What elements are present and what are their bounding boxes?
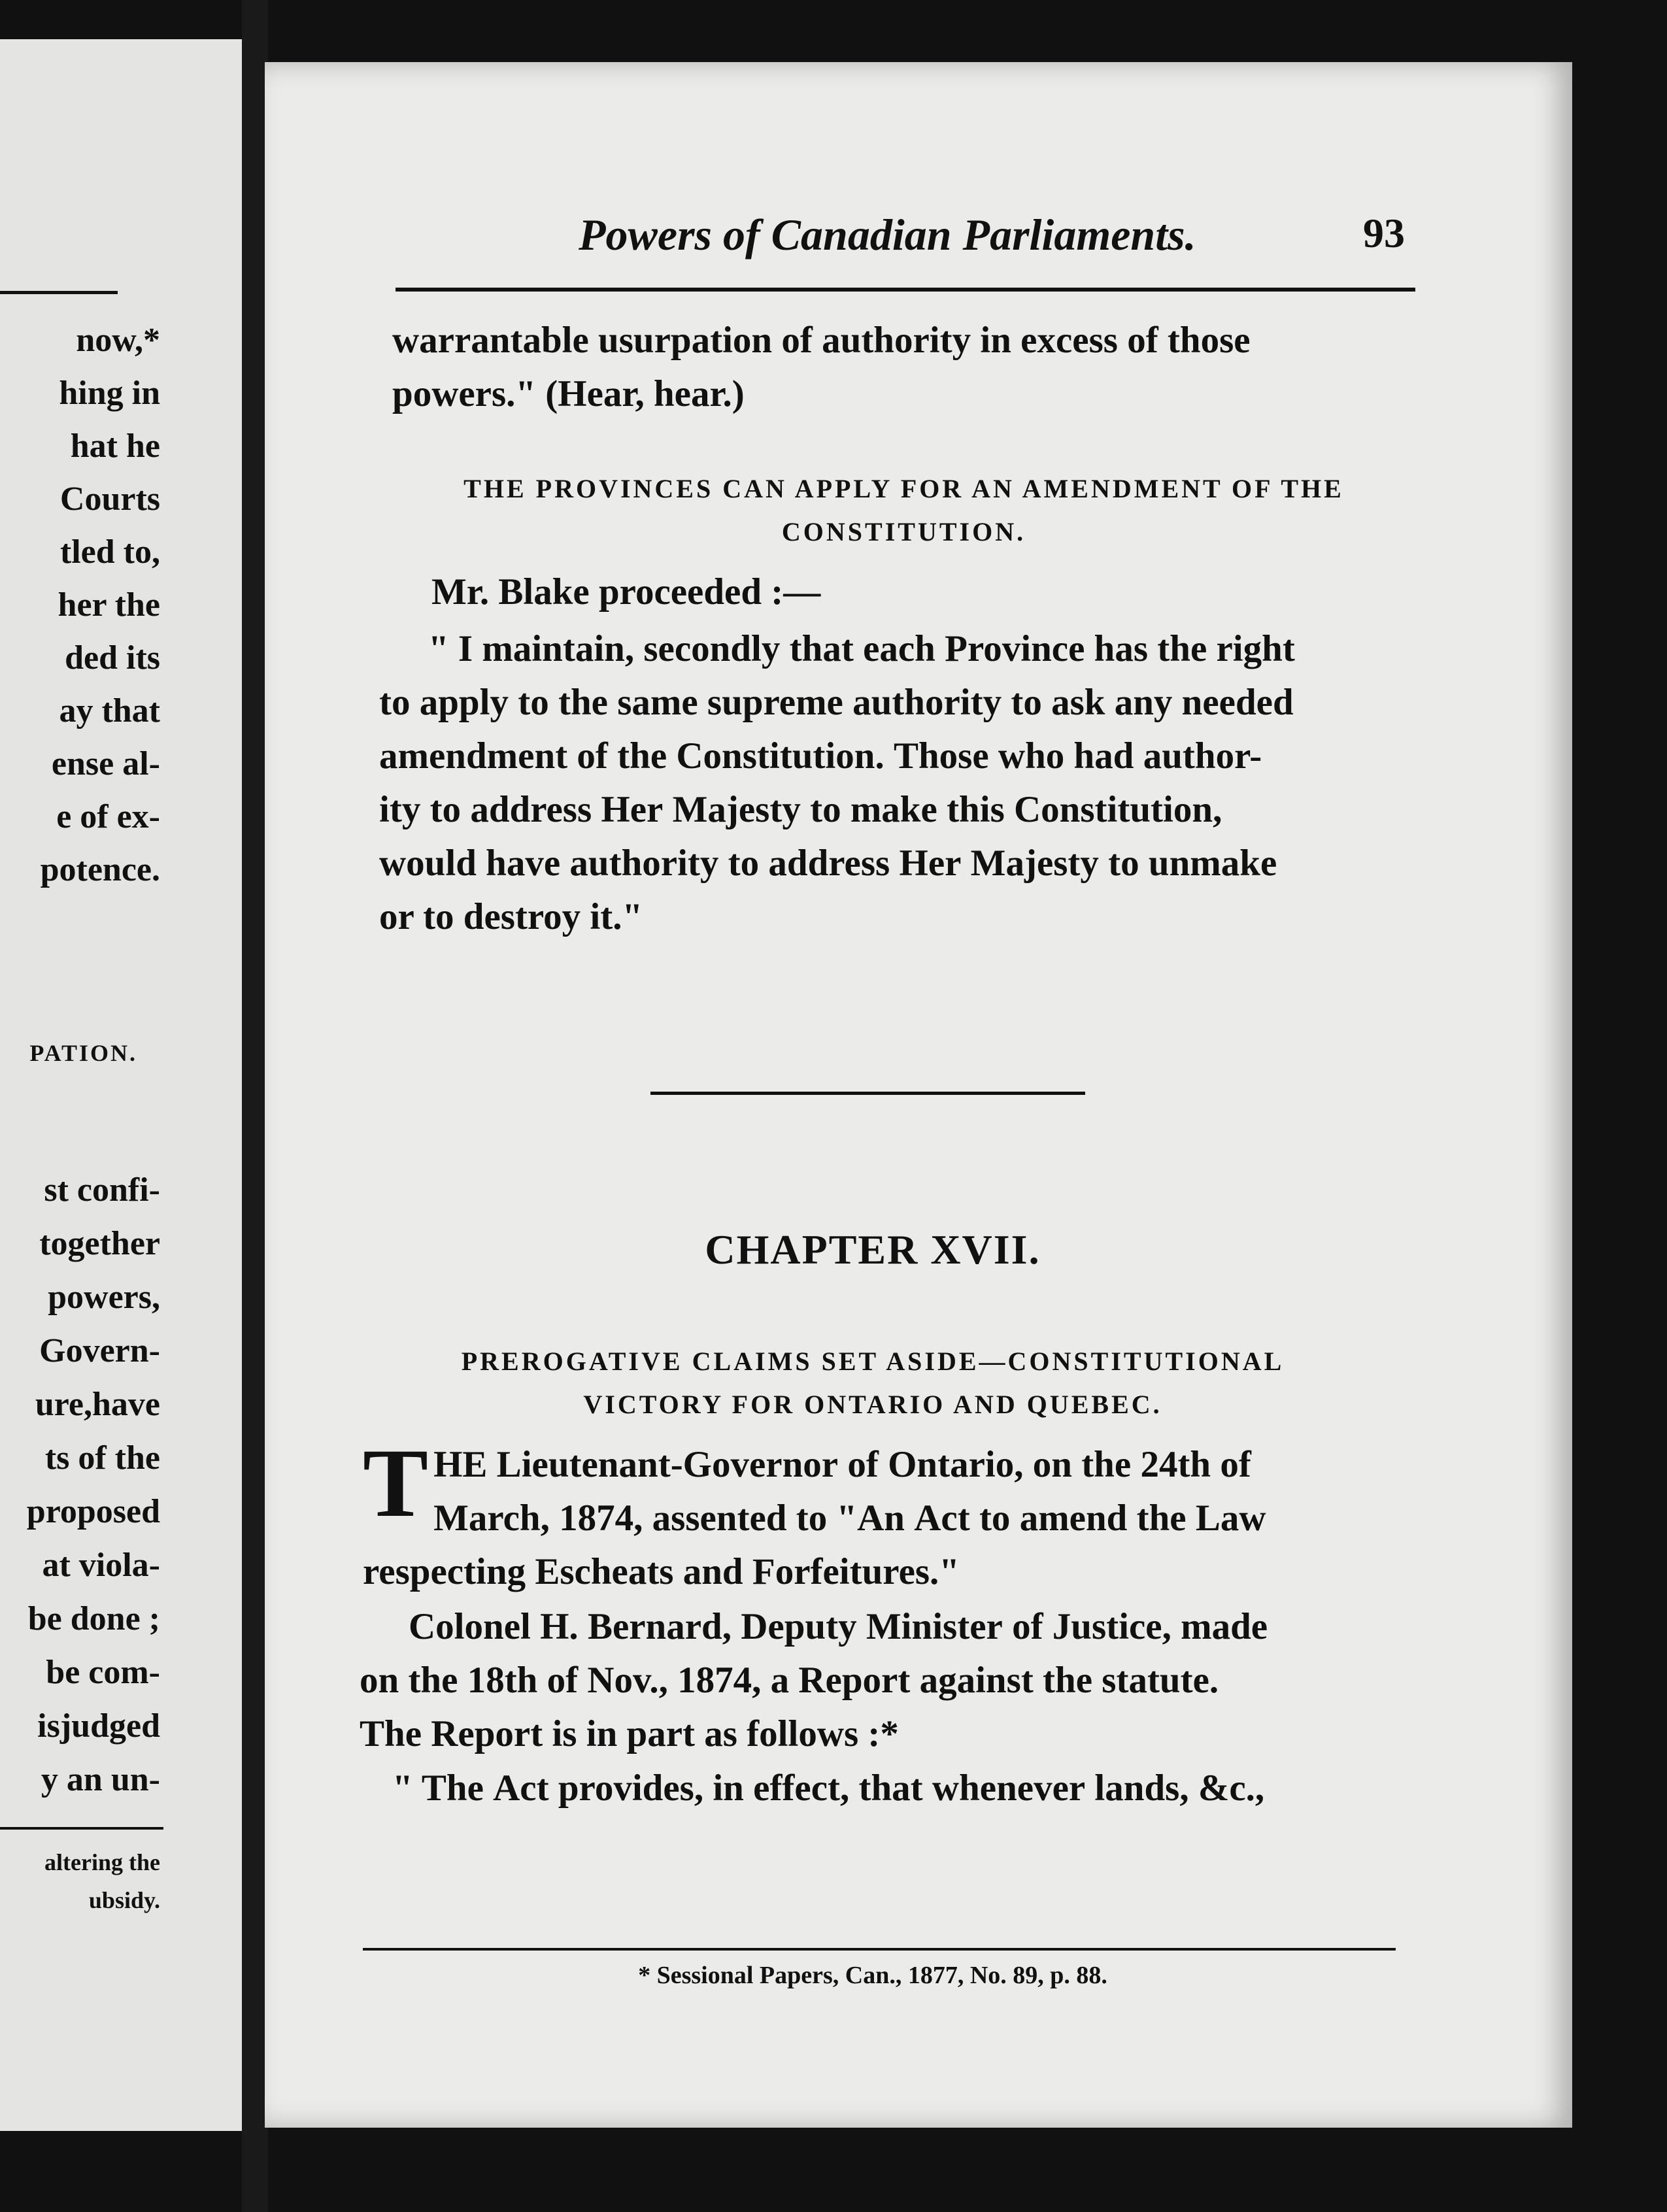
left-facing-page bbox=[0, 39, 242, 2131]
word: Ontario, bbox=[888, 1444, 1024, 1485]
word: of bbox=[547, 1660, 579, 1701]
word: right bbox=[1216, 628, 1295, 669]
word: Law bbox=[1195, 1498, 1266, 1539]
word: address bbox=[470, 789, 592, 830]
word: " The bbox=[392, 1768, 484, 1809]
word: this bbox=[947, 789, 1005, 830]
left-line: ay that bbox=[59, 692, 160, 729]
word: HE bbox=[433, 1444, 488, 1485]
word: of bbox=[1220, 1444, 1251, 1485]
word: authority bbox=[852, 682, 1002, 723]
text-line: Mr. Blake proceeded :— bbox=[431, 571, 821, 612]
word: to bbox=[1108, 843, 1139, 884]
word: excess bbox=[1020, 320, 1118, 361]
text-line bbox=[379, 622, 1412, 676]
word: secondly bbox=[643, 628, 781, 669]
left-page-text-bottom bbox=[27, 1164, 160, 1807]
word: to bbox=[379, 682, 411, 723]
text-line bbox=[360, 1600, 1389, 1654]
word: of bbox=[847, 1444, 879, 1485]
footnote: * Sessional Papers, Can., 1877, No. 89, p. 88. bbox=[638, 1962, 1107, 1989]
word: the bbox=[408, 1660, 458, 1701]
word: provides, bbox=[558, 1768, 704, 1809]
left-line: ense al- bbox=[51, 745, 160, 782]
word: who bbox=[998, 735, 1065, 777]
word: Constitution. bbox=[676, 735, 884, 777]
word: of bbox=[1012, 1606, 1043, 1647]
word: the bbox=[1157, 628, 1207, 669]
chapter-title: CHAPTER XVII. bbox=[705, 1226, 1041, 1273]
header-rule bbox=[396, 288, 1415, 292]
left-line: potence. bbox=[40, 851, 160, 888]
word: have bbox=[486, 843, 561, 884]
paragraph bbox=[392, 1762, 1386, 1815]
left-line: e of ex- bbox=[56, 798, 160, 835]
text-line bbox=[379, 837, 1412, 890]
word: has bbox=[1094, 628, 1149, 669]
word: Deputy bbox=[741, 1606, 857, 1647]
word: the bbox=[558, 682, 608, 723]
word: those bbox=[1167, 320, 1251, 361]
word: to bbox=[429, 789, 462, 830]
word: to ask bbox=[1011, 682, 1105, 723]
left-footnote-line: ubsidy. bbox=[88, 1887, 160, 1913]
word: author- bbox=[1143, 735, 1262, 777]
word: effect, bbox=[753, 1768, 850, 1809]
left-line: ts of the bbox=[44, 1439, 160, 1477]
paragraph bbox=[360, 1600, 1389, 1761]
word: had bbox=[1073, 735, 1134, 777]
word: Bernard, bbox=[587, 1606, 732, 1647]
word: 24th bbox=[1140, 1444, 1211, 1485]
word: authority bbox=[569, 843, 719, 884]
word: apply bbox=[419, 682, 509, 723]
word: Her bbox=[899, 843, 962, 884]
left-line: Courts bbox=[59, 480, 160, 518]
text-line bbox=[379, 783, 1412, 837]
book-gutter bbox=[242, 0, 268, 2212]
left-line: isjudged bbox=[37, 1707, 160, 1745]
word: Lieutenant-Governor bbox=[496, 1444, 839, 1485]
word: Minister bbox=[866, 1606, 1003, 1647]
paragraph bbox=[363, 1429, 1392, 1599]
left-page-footnote-rule bbox=[0, 1827, 163, 1830]
text-line: The Report is in part as follows :* bbox=[360, 1713, 899, 1754]
text-line bbox=[360, 1654, 1389, 1707]
word: Nov., bbox=[587, 1660, 668, 1701]
word: against bbox=[919, 1660, 1034, 1701]
word: unmake bbox=[1148, 843, 1277, 884]
word: statute. bbox=[1102, 1660, 1219, 1701]
word: in bbox=[980, 320, 1011, 361]
word: 1874, bbox=[677, 1660, 762, 1701]
word: 18th bbox=[467, 1660, 538, 1701]
word: to bbox=[979, 1498, 1011, 1539]
text-line: or to destroy it." bbox=[379, 896, 643, 937]
word: assented bbox=[652, 1498, 787, 1539]
heading-line: CONSTITUTION. bbox=[781, 517, 1026, 546]
word: in bbox=[713, 1768, 744, 1809]
word: Majesty bbox=[970, 843, 1099, 884]
word: amendment bbox=[379, 735, 568, 777]
paragraph bbox=[379, 622, 1412, 944]
word: made bbox=[1181, 1606, 1268, 1647]
text-line bbox=[363, 1438, 1392, 1492]
word: Colonel bbox=[409, 1606, 531, 1647]
word: Act bbox=[493, 1768, 549, 1809]
word: each bbox=[863, 628, 935, 669]
word: address bbox=[768, 843, 890, 884]
text-line bbox=[392, 1762, 1386, 1815]
left-line: hat he bbox=[70, 427, 160, 465]
word: lands, bbox=[1094, 1768, 1189, 1809]
word: the bbox=[1043, 1660, 1093, 1701]
word: Justice, bbox=[1052, 1606, 1171, 1647]
word: to bbox=[728, 843, 760, 884]
word: Province bbox=[945, 628, 1085, 669]
chapter-subtitle bbox=[265, 1340, 1481, 1426]
paragraph bbox=[392, 314, 1415, 421]
left-line: Govern- bbox=[39, 1332, 160, 1369]
word: &c., bbox=[1198, 1768, 1265, 1809]
left-line: proposed bbox=[26, 1493, 160, 1530]
left-line: together bbox=[39, 1225, 160, 1262]
word: amend bbox=[1019, 1498, 1128, 1539]
word: Act bbox=[914, 1498, 970, 1539]
text-line bbox=[392, 314, 1415, 367]
word: " I maintain, bbox=[428, 628, 635, 669]
word: on bbox=[360, 1660, 399, 1701]
left-page-heading: PATION. bbox=[29, 1040, 137, 1066]
word: Constitution, bbox=[1014, 789, 1222, 830]
text-line bbox=[379, 676, 1412, 729]
left-line: ure,have bbox=[35, 1386, 160, 1423]
word: make bbox=[850, 789, 937, 830]
book-page bbox=[265, 62, 1572, 2128]
left-footnote-line: altering the bbox=[44, 1849, 160, 1875]
left-line: her the bbox=[58, 586, 160, 624]
word: warrantable bbox=[392, 320, 589, 361]
word: that bbox=[858, 1768, 923, 1809]
left-line: y an un- bbox=[41, 1761, 160, 1798]
word: March, bbox=[433, 1498, 550, 1539]
left-page-footnote bbox=[44, 1843, 160, 1919]
word: 1874, bbox=[559, 1498, 643, 1539]
word: of bbox=[781, 320, 813, 361]
text-line: respecting Escheats and Forfeitures." bbox=[363, 1551, 960, 1592]
word: would bbox=[379, 843, 477, 884]
word: any needed bbox=[1114, 682, 1294, 723]
word: "An bbox=[836, 1498, 905, 1539]
page-number: 93 bbox=[1363, 210, 1405, 256]
word: Report bbox=[798, 1660, 911, 1701]
running-title: Powers of Canadian Parliaments. bbox=[579, 210, 1196, 260]
heading-line: THE PROVINCES CAN APPLY FOR AN AMENDMENT OF THE bbox=[463, 474, 1344, 503]
left-line: be com- bbox=[46, 1654, 160, 1691]
footnote-rule bbox=[363, 1948, 1396, 1951]
word: that bbox=[789, 628, 854, 669]
left-line: powers, bbox=[48, 1279, 160, 1316]
section-heading bbox=[392, 467, 1415, 554]
left-line: tled to, bbox=[59, 533, 160, 571]
left-page-rule bbox=[0, 291, 118, 294]
left-line: at viola- bbox=[42, 1547, 160, 1584]
left-line: st confi- bbox=[44, 1171, 160, 1209]
word: Her bbox=[601, 789, 664, 830]
word: usurpation bbox=[598, 320, 773, 361]
left-line: ded its bbox=[65, 639, 160, 677]
left-line: now,* bbox=[76, 322, 160, 359]
word: the bbox=[1136, 1498, 1187, 1539]
text-line: powers." (Hear, hear.) bbox=[392, 373, 745, 414]
word: of bbox=[1127, 320, 1158, 361]
word: ity bbox=[379, 789, 421, 830]
word: a bbox=[770, 1660, 790, 1701]
paragraph bbox=[431, 565, 1412, 619]
text-line bbox=[379, 729, 1412, 783]
word: authority bbox=[822, 320, 971, 361]
word: to bbox=[518, 682, 549, 723]
word: the bbox=[617, 735, 667, 777]
word: whenever bbox=[932, 1768, 1086, 1809]
left-page-text-top bbox=[41, 314, 160, 896]
text-line bbox=[363, 1492, 1392, 1545]
word: of bbox=[577, 735, 608, 777]
word: Majesty bbox=[672, 789, 801, 830]
word: same bbox=[617, 682, 698, 723]
drop-cap: T bbox=[363, 1429, 429, 1537]
word: supreme bbox=[707, 682, 843, 723]
word: on bbox=[1032, 1444, 1072, 1485]
word: Those bbox=[893, 735, 989, 777]
word: to bbox=[796, 1498, 828, 1539]
section-divider bbox=[650, 1092, 1085, 1095]
word: to bbox=[810, 789, 841, 830]
left-line: hing in bbox=[59, 375, 160, 412]
subtitle-line: VICTORY FOR ONTARIO AND QUEBEC. bbox=[583, 1390, 1162, 1419]
word: the bbox=[1081, 1444, 1132, 1485]
left-line: be done ; bbox=[27, 1600, 160, 1637]
subtitle-line: PREROGATIVE CLAIMS SET ASIDE—CONSTITUTIONAL bbox=[461, 1347, 1285, 1376]
word: H. bbox=[540, 1606, 579, 1647]
